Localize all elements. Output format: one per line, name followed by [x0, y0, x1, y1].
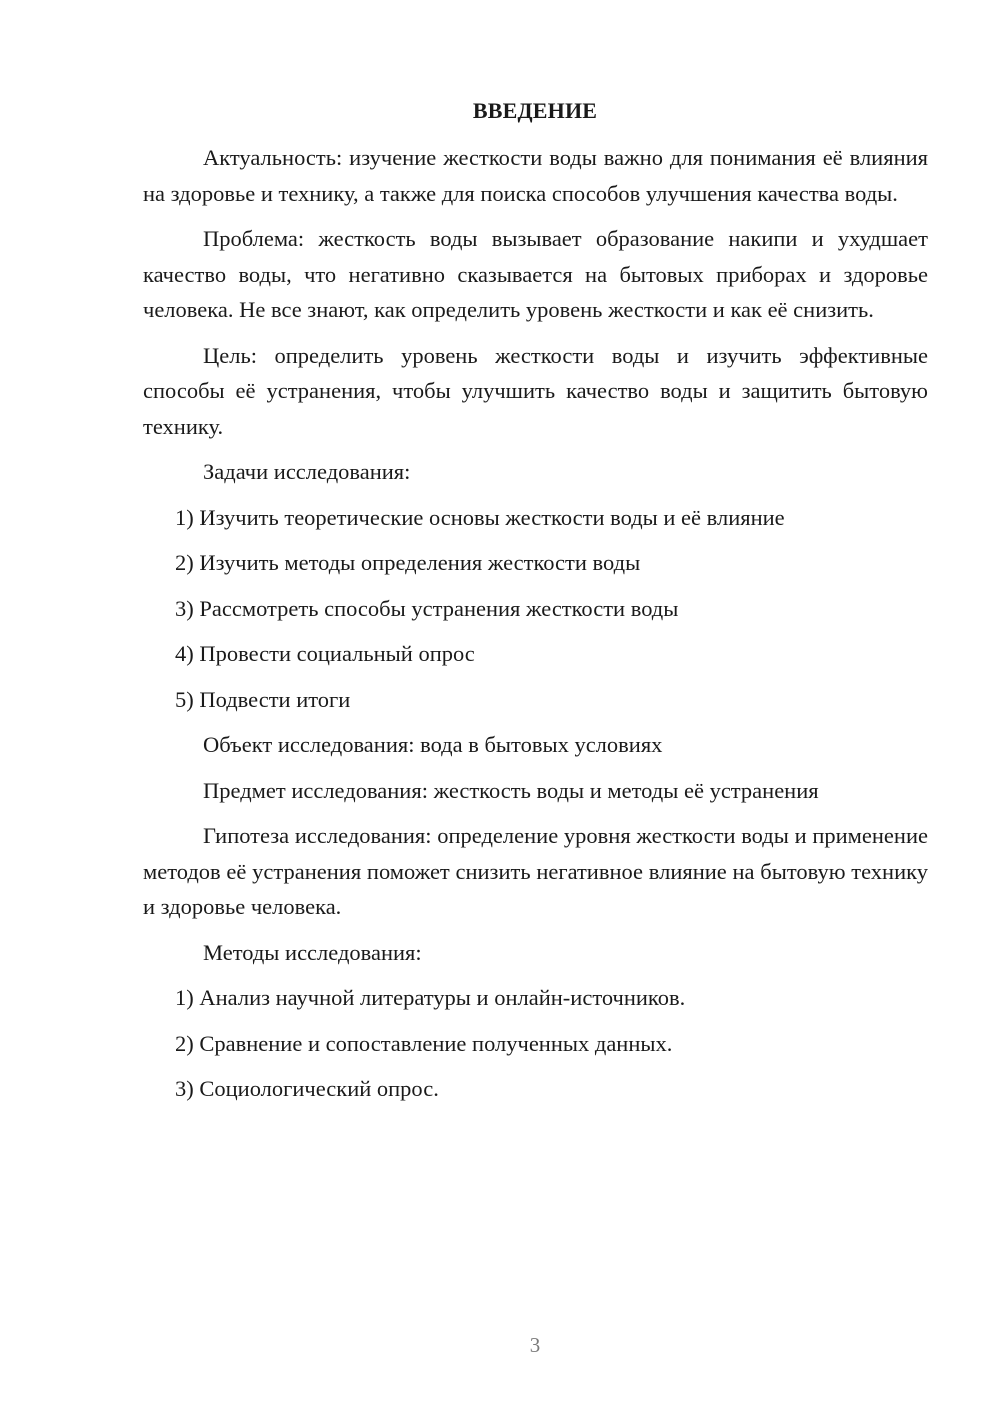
goal-paragraph: Цель: определить уровень жесткости воды и изучить эффективные способы её устранения, чтобы улучшить качество воды и защитить бытовую технику. [143, 342, 928, 439]
task-item-5: 5) Подвести итоги [175, 686, 351, 712]
method-item-2: 2) Сравнение и сопоставление полученных данных. [175, 1030, 673, 1056]
task-item-4: 4) Провести социальный опрос [175, 641, 475, 666]
methods-list [143, 980, 928, 1107]
tasks-label: Задачи исследования: [203, 459, 411, 484]
tasks-list [143, 500, 928, 718]
hypothesis-paragraph: Гипотеза исследования: определение уровня жесткости воды и применение методов её устранения поможет снизить негативное влияние на бытовую технику и здоровье человека. [143, 823, 928, 919]
method-item-3: 3) Социологический опрос. [175, 1076, 439, 1101]
subject-paragraph: Предмет исследования: жесткость воды и методы её устранения [203, 777, 819, 803]
method-item-1: 1) Анализ научной литературы и онлайн-источников. [175, 985, 686, 1010]
task-item-3: 3) Рассмотреть способы устранения жесткости воды [175, 595, 679, 621]
methods-label: Методы исследования: [203, 939, 422, 965]
document-body [143, 140, 928, 1117]
task-item-1: 1) Изучить теоретические основы жесткости воды и её влияние [175, 504, 785, 530]
page-number: 3 [529, 1333, 541, 1357]
problem-paragraph: Проблема: жесткость воды вызывает образование накипи и ухудшает качество воды, что негативно сказывается на бытовых приборах и здоровье человека. Не все знают, как определить уровень жесткости и как её снизить. [143, 226, 928, 322]
section-heading: ВВЕДЕНИЕ [472, 98, 598, 123]
task-item-2: 2) Изучить методы определения жесткости воды [175, 550, 641, 575]
object-paragraph: Объект исследования: вода в бытовых условиях [203, 732, 663, 757]
relevance-paragraph: Актуальность: изучение жесткости воды важно для понимания её влияния на здоровье и технику, а также для поиска способов улучшения качества воды. [143, 145, 928, 206]
